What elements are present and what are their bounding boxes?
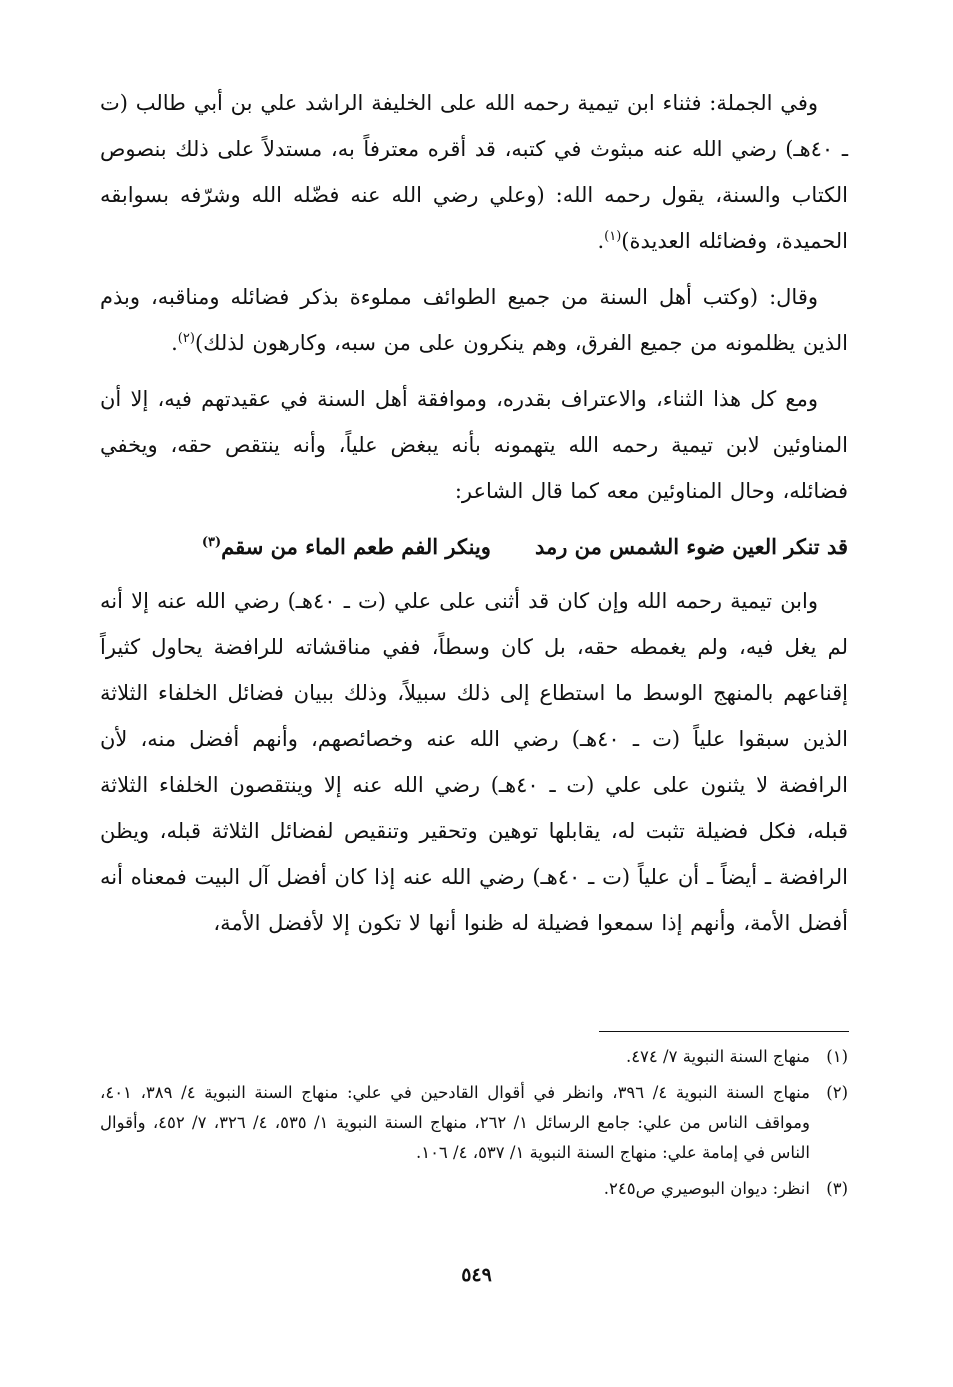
footnote-text: منهاج السنة النبوية ٤/ ٣٩٦، وانظر في أقوال القادحين في علي: منهاج السنة النبوية ٤/ ٣٨٩، ٤٠١، ومواقف الناس من علي: جامع الرسائل ١/ ٢٦٢، منهاج السنة النبوية ١/ ٥٣٥، ٤/ ٣٢٦، ٧/ ٤٥٢، وأقوال الناس في إمامة علي: منهاج السنة النبوية ١/ ٥٣٧، ٤/ ١٠٦. <box>100 1083 810 1162</box>
paragraph-end: . <box>171 331 178 355</box>
footnote-item <box>100 1078 848 1168</box>
footnote-reference[interactable]: (١) <box>604 229 622 244</box>
footnote-text: منهاج السنة النبوية ٧/ ٤٧٤. <box>625 1047 810 1066</box>
footnote-item <box>100 1042 848 1072</box>
paragraph-text: وقال: (وكتب أهل السنة من جميع الطوائف مملوءة بذكر فضائله ومناقبه، وبذم الذين يظلمونه من جميع الفرق، وهم ينكرون على من سبه، وكارهون لذلك) <box>100 285 848 355</box>
verse-second-hemistich <box>202 524 491 570</box>
footnote-text: انظر: ديوان البوصيري ص٢٤٥. <box>603 1179 810 1198</box>
verse-second-text: وينكر الفم طعم الماء من سقم <box>221 534 491 559</box>
footnote-number: (٣) <box>826 1179 848 1198</box>
paragraph-1 <box>100 80 848 264</box>
page-body <box>100 80 848 956</box>
page-number: ٥٤٩ <box>461 1264 492 1286</box>
paragraph-text: ومع كل هذا الثناء، والاعتراف بقدره، وموافقة أهل السنة في عقيدتهم فيه، إلا أن المناوئين لابن تيمية رحمه الله يتهمونه بأنه يبغض علياً، وأنه ينتقص حقه، ويخفي فضائله، وحال المناوئين معه كما قال الشاعر: <box>100 387 848 503</box>
footnote-reference[interactable]: (٣) <box>201 535 222 550</box>
paragraph-text: وفي الجملة: فثناء ابن تيمية رحمه الله على الخليفة الراشد علي بن أبي طالب (ت ـ ٤٠هـ) رضي الله عنه مبثوث في كتبه، قد أقره معترفاً به، مستدلاً على ذلك بنصوص الكتاب والسنة، يقول رحمه الله: (وعلي رضي الله عنه فضّله الله وشرّفه بسوابقه الحميدة، وفضائله العديدة) <box>100 91 848 253</box>
footnote-divider <box>599 1031 849 1032</box>
verse-first-hemistich: قد تنكر العين ضوء الشمس من رمد <box>534 534 848 559</box>
footnote-item <box>100 1174 848 1204</box>
poetry-verse <box>100 524 848 570</box>
footnote-number: (١) <box>826 1047 848 1066</box>
paragraph-4 <box>100 578 848 946</box>
paragraph-text: وابن تيمية رحمه الله وإن كان قد أثنى على علي (ت ـ ٤٠هـ) رضي الله عنه إلا أنه لم يغل فيه، ولم يغمطه حقه، بل كان وسطاً، ففي مناقشاته للرافضة يحاول كثيراً إقناعهم بالمنهج الوسط ما استطاع إلى ذلك سبيلاً، وذلك ببيان فضائل الخلفاء الثلاثة الذين سبقوا علياً (ت ـ ٤٠هـ) رضي الله عنه وخصائصهم، وأنهم أفضل منه، لأن الرافضة لا يثنون على علي (ت ـ ٤٠هـ) رضي الله عنه إلا وينتقصون الخلفاء الثلاثة قبله، فكل فضيلة تثبت له، يقابلها توهين وتحقير وتنقيص لفضائل الثلاثة قبله، ويظن الرافضة ـ أيضاً ـ أن علياً (ت ـ ٤٠هـ) رضي الله عنه إذا كان أفضل آل البيت فمعناه أنه أفضل الأمة، وأنهم إذا سمعوا فضيلة له ظنوا أنها لا تكون إلا لأفضل الأمة، <box>100 589 848 935</box>
paragraph-2 <box>100 274 848 366</box>
footnote-number: (٢) <box>826 1083 848 1102</box>
footnote-reference[interactable]: (٢) <box>177 331 195 346</box>
paragraph-end: . <box>597 229 605 253</box>
footnotes <box>100 1042 848 1210</box>
paragraph-3 <box>100 376 848 514</box>
